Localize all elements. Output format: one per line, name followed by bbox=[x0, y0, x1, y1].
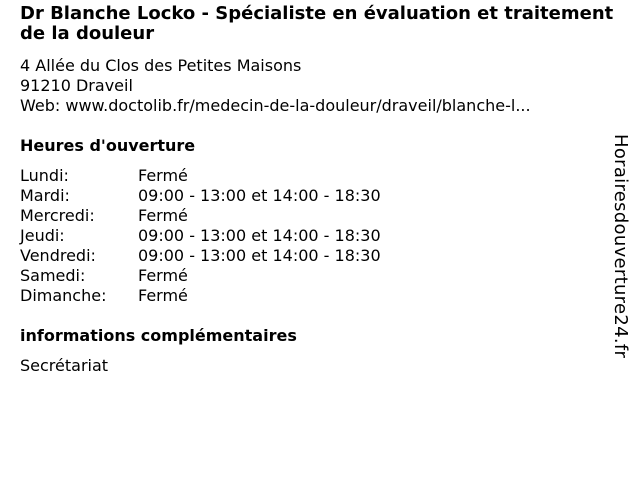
day-hours: 09:00 - 13:00 et 14:00 - 18:30 bbox=[138, 246, 381, 265]
day-hours: 09:00 - 13:00 et 14:00 - 18:30 bbox=[138, 186, 381, 205]
day-hours: Fermé bbox=[138, 286, 188, 305]
hours-row-monday bbox=[20, 166, 381, 186]
hours-row-friday bbox=[20, 246, 381, 266]
day-hours: Fermé bbox=[138, 206, 188, 225]
hours-row-sunday bbox=[20, 286, 381, 306]
page-title: Dr Blanche Locko - Spécialiste en évaluation et traitement de la douleur bbox=[20, 3, 614, 44]
hours-row-tuesday bbox=[20, 186, 381, 206]
city-address: 91210 Draveil bbox=[20, 76, 133, 95]
additional-info-heading: informations complémentaires bbox=[20, 326, 297, 345]
day-label: Dimanche: bbox=[20, 286, 107, 305]
day-hours: Fermé bbox=[138, 266, 188, 285]
address-block bbox=[20, 56, 612, 116]
hours-row-thursday bbox=[20, 226, 381, 246]
additional-info-text: Secrétariat bbox=[20, 356, 109, 375]
website-link[interactable]: Web: www.doctolib.fr/medecin-de-la-douleur/draveil/blanche-l... bbox=[20, 96, 531, 115]
day-hours: Fermé bbox=[138, 166, 188, 185]
place-card bbox=[20, 4, 612, 376]
day-label: Jeudi: bbox=[20, 226, 65, 245]
hours-row-wednesday bbox=[20, 206, 381, 226]
hours-row-saturday bbox=[20, 266, 381, 286]
street-address: 4 Allée du Clos des Petites Maisons bbox=[20, 56, 302, 75]
day-label: Mardi: bbox=[20, 186, 70, 205]
day-label: Lundi: bbox=[20, 166, 69, 185]
opening-hours-table bbox=[20, 166, 381, 306]
site-watermark: Horairesdouverture24.fr bbox=[610, 134, 631, 359]
day-hours: 09:00 - 13:00 et 14:00 - 18:30 bbox=[138, 226, 381, 245]
opening-hours-heading: Heures d'ouverture bbox=[20, 136, 196, 155]
day-label: Samedi: bbox=[20, 266, 86, 285]
day-label: Mercredi: bbox=[20, 206, 95, 225]
day-label: Vendredi: bbox=[20, 246, 96, 265]
